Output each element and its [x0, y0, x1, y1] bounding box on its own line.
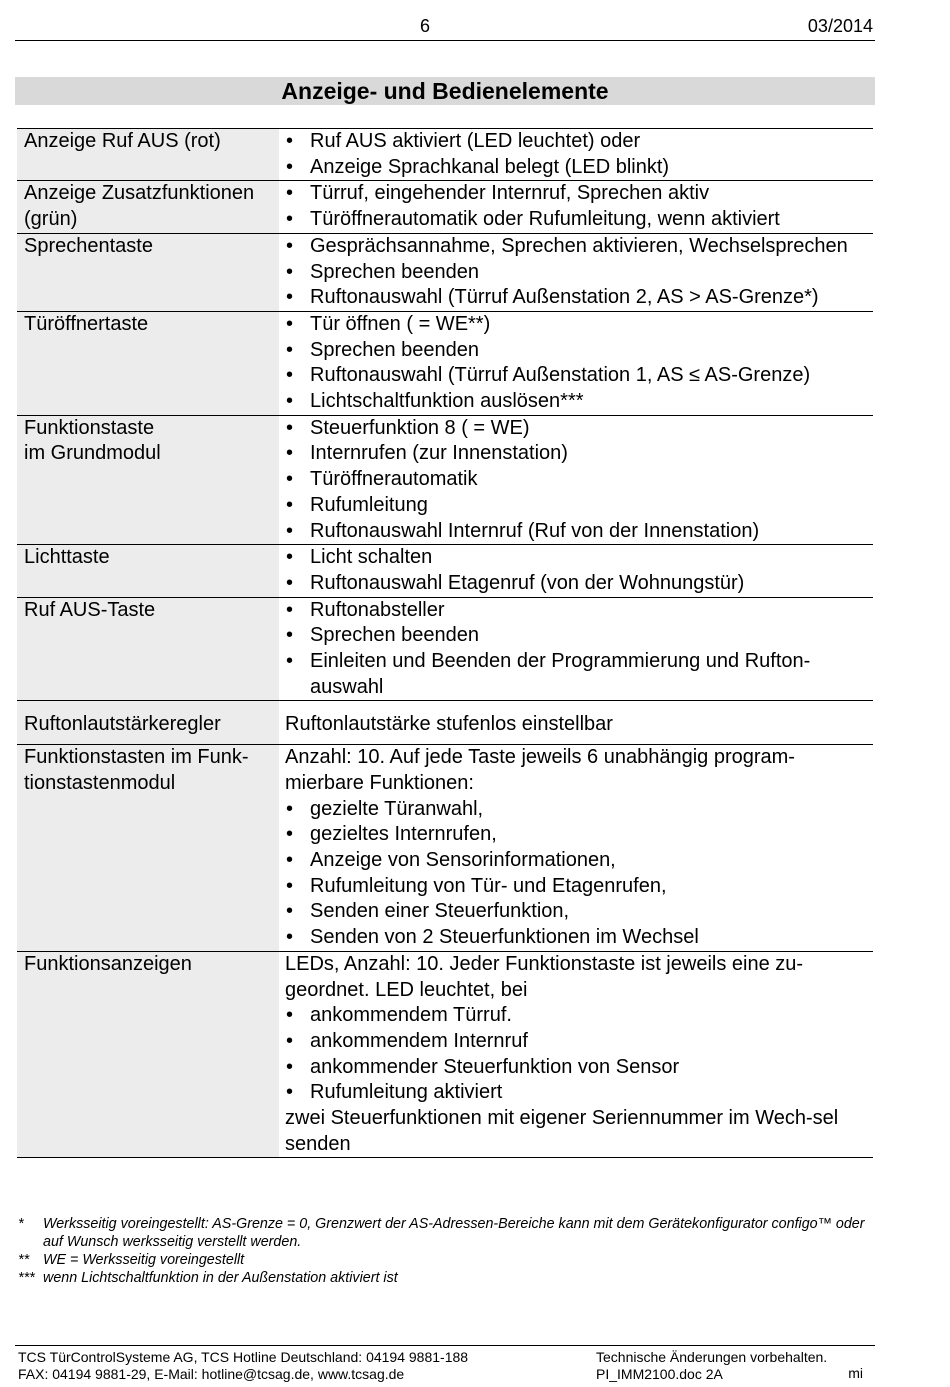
list-item: • Anzeige Sprachkanal belegt (LED blinkt): [285, 155, 867, 181]
list-item: • Ruf AUS aktiviert (LED leuchtet) oder: [285, 129, 867, 155]
document-date: 03/2014: [807, 16, 873, 36]
list-item: • Sprechen beenden: [285, 260, 867, 286]
footnote-mark: ***: [18, 1270, 35, 1286]
page-footer: [15, 1345, 875, 1382]
footer-document-info: [596, 1349, 827, 1382]
bullet-list: [285, 129, 867, 180]
table-row: [17, 701, 873, 745]
list-item: • Ruftonabsteller: [285, 598, 867, 624]
bullet-list: [285, 797, 867, 951]
bullet-list: [285, 598, 867, 701]
bullet-list: [285, 416, 867, 545]
footnote-mark: *: [18, 1216, 24, 1232]
row-content: [279, 233, 873, 311]
table-row: [17, 181, 873, 233]
bullet-list: [285, 1003, 867, 1106]
footnote: [18, 1251, 878, 1269]
row-label: Anzeige Ruf AUS (rot): [17, 129, 279, 181]
footnote-text: Werksseitig voreingestellt: AS-Grenze = 0, Grenzwert der AS-Adressen-Bereiche kann mit dem Gerätekonfigurator configo™ oder auf Wunsch werksseitig verstellt werden.: [43, 1216, 865, 1250]
list-item: • Rufumleitung: [285, 493, 867, 519]
footnote-text: wenn Lichtschaltfunktion in der Außenstation aktiviert ist: [43, 1270, 398, 1286]
list-item: • gezielte Türanwahl,: [285, 797, 867, 823]
table-row: [17, 951, 873, 1158]
row-content: [279, 415, 873, 545]
row-label: Funktionstasten im Funk-tionstastenmodul: [17, 745, 279, 952]
list-item: • Ruftonauswahl Internruf (Ruf von der Innenstation): [285, 519, 867, 545]
table-row: [17, 597, 873, 701]
row-content: [279, 129, 873, 181]
row-label: Funktionsanzeigen: [17, 951, 279, 1158]
elements-table: [17, 128, 873, 1158]
footnote-mark: **: [18, 1252, 30, 1268]
list-item: • Ruftonauswahl Etagenruf (von der Wohnungstür): [285, 571, 867, 597]
section-title-bar: [15, 77, 875, 105]
list-item: • Türöffnerautomatik oder Rufumleitung, wenn aktiviert: [285, 207, 867, 233]
row-label: Anzeige Zusatzfunktionen (grün): [17, 181, 279, 233]
footnotes: [18, 1215, 878, 1287]
list-item: • Senden einer Steuerfunktion,: [285, 899, 867, 925]
table-row: [17, 129, 873, 181]
row-content: [279, 181, 873, 233]
table-row: [17, 545, 873, 597]
list-item: • ankommendem Türruf.: [285, 1003, 867, 1029]
list-item: • Licht schalten: [285, 545, 867, 571]
list-item: • gezieltes Internrufen,: [285, 822, 867, 848]
row-label: Sprechentaste: [17, 233, 279, 311]
row-closing-text: zwei Steuerfunktionen mit eigener Seriennummer im Wech-sel senden: [285, 1107, 839, 1155]
footer-company-info: [18, 1349, 468, 1382]
table-row: [17, 233, 873, 311]
bullet-list: [285, 312, 867, 415]
list-item: • Türöffnerautomatik: [285, 467, 867, 493]
row-intro-text: Anzahl: 10. Auf jede Taste jeweils 6 unabhängig program-mierbare Funktionen:: [285, 746, 795, 794]
list-item: • Rufumleitung aktiviert: [285, 1080, 867, 1106]
list-item: • Lichtschaltfunktion auslösen***: [285, 389, 867, 415]
footer-hotline: TCS TürControlSysteme AG, TCS Hotline Deutschland: 04194 9881-188: [18, 1349, 469, 1365]
page-number: 6: [420, 16, 431, 36]
list-item: • Einleiten und Beenden der Programmierung und Rufton-auswahl: [285, 649, 867, 700]
list-item: • Ruftonauswahl (Türruf Außenstation 2, AS > AS-Grenze*): [285, 285, 867, 311]
footer-disclaimer: Technische Änderungen vorbehalten.: [596, 1349, 828, 1365]
list-item: • Steuerfunktion 8 ( = WE): [285, 416, 867, 442]
row-content: [279, 597, 873, 701]
row-content: [279, 951, 873, 1158]
list-item: • Sprechen beenden: [285, 338, 867, 364]
footer-doc-id: PI_IMM2100.doc 2A: [596, 1365, 723, 1382]
list-item: • Türruf, eingehender Internruf, Sprechen aktiv: [285, 181, 867, 207]
bullet-list: [285, 545, 867, 596]
row-content: [279, 745, 873, 952]
row-content: [279, 311, 873, 415]
row-label: Türöffnertaste: [17, 311, 279, 415]
list-item: • ankommender Steuerfunktion von Sensor: [285, 1055, 867, 1081]
list-item: • ankommendem Internruf: [285, 1029, 867, 1055]
list-item: • Senden von 2 Steuerfunktionen im Wechsel: [285, 925, 867, 951]
footnote-text: WE = Werksseitig voreingestellt: [43, 1252, 245, 1268]
list-item: • Anzeige von Sensorinformationen,: [285, 848, 867, 874]
row-label: Funktionstaste im Grundmodul: [17, 415, 279, 545]
page-header: [15, 14, 875, 41]
section-title: Anzeige- und Bedienelemente: [281, 78, 609, 104]
table-row: [17, 311, 873, 415]
footer-initials: mi: [848, 1365, 863, 1381]
list-item: • Ruftonauswahl (Türruf Außenstation 1, AS ≤ AS-Grenze): [285, 363, 867, 389]
list-item: • Gesprächsannahme, Sprechen aktivieren, Wechselsprechen: [285, 234, 867, 260]
row-label: Lichttaste: [17, 545, 279, 597]
row-label: Ruftonlautstärkeregler: [17, 701, 279, 745]
row-label: Ruf AUS-Taste: [17, 597, 279, 701]
row-intro-text: LEDs, Anzahl: 10. Jeder Funktionstaste ist jeweils eine zu-geordnet. LED leuchtet, bei: [285, 952, 804, 1001]
footer-contact: FAX: 04194 9881-29, E-Mail: hotline@tcsag.de, www.tcsag.de: [18, 1365, 405, 1382]
bullet-list: [285, 234, 867, 311]
footnote: [18, 1269, 878, 1287]
list-item: • Internrufen (zur Innenstation): [285, 441, 867, 467]
table-row: [17, 745, 873, 952]
table-row: [17, 415, 873, 545]
footnote: [18, 1215, 878, 1251]
list-item: • Sprechen beenden: [285, 623, 867, 649]
row-content: [279, 545, 873, 597]
list-item: • Tür öffnen ( = WE**): [285, 312, 867, 338]
list-item: • Rufumleitung von Tür- und Etagenrufen,: [285, 874, 867, 900]
row-content: Ruftonlautstärke stufenlos einstellbar: [285, 713, 613, 736]
bullet-list: [285, 181, 867, 232]
